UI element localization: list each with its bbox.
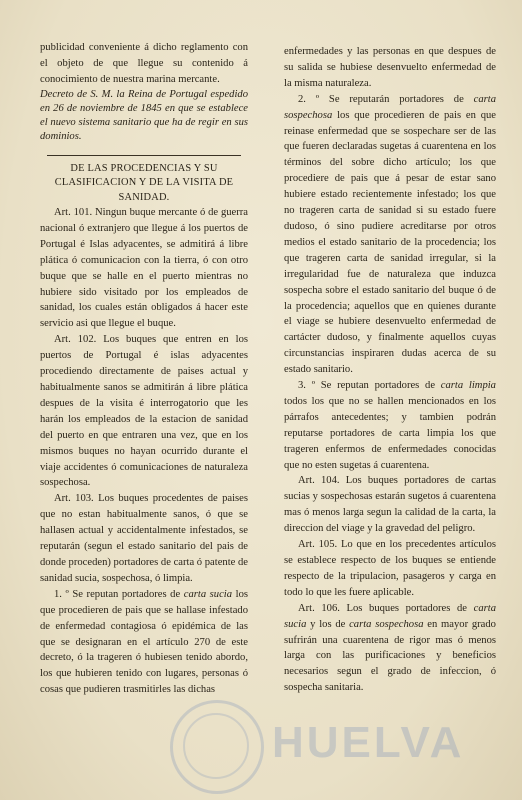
article-106-lead: Art. 106. Los buques portadores de (298, 602, 474, 614)
paragraph-1-text: los que procedieren de pais que se hallase infestado de enfermedad contagiosa ó epidémica de las que se designaran en el artículo 270 de este decreto, ó la trageren ó hubiesen tenido abordo, los que hubieren tenido con lugares, personas ó cosas que pudieren trasmitirles las dichas (40, 588, 248, 696)
article-102: Art. 102. Los buques que entren en los puertos de Portugal é islas adyacentes procediendo directamente de paises actual y habitualmente sanos se admitirán á libre plática despues de la visita é interrogatorio que les harán los empleados de la estacion de sanidad del puerto en que entraren una vez, que en los mismos buques no hayan ocurrido durante el viaje accidentes ó comunicaciones de naturaleza sospechosa. (40, 334, 248, 489)
decree-caption: Decreto de S. M. la Reina de Portugal espedido en 26 de noviembre de 1845 en que se establece el nuevo sistema sanitario que ha de regir en sus dominios. (40, 88, 248, 143)
article-106-emphasis-2: carta sospechosa (349, 618, 424, 630)
article-106-emphasis-1: carta sucia (284, 602, 496, 630)
article-106-text: en mayor grado sufrirán una cuarentena de rigor mas ó menos larga con las purificaciones y beneficios necesarios segun el grado de infeccion, ó sospecha sanitaria. (284, 618, 496, 694)
article-105: Art. 105. Lo que en los precedentes artículos se establece respecto de los buques se entiende respecto de la tripulacion, pasageros y carga en todo lo que les fuere aplicable. (284, 539, 496, 598)
paragraph-3-text: todos los que no se hallen mencionados en los párrafos antecedentes; y tambien podrán reputarse portadores de carta limpia los que trageren enfermos de enfermedades conocidas que no esten sugetas á cuarentena. (284, 395, 496, 471)
paragraph-2-lead: 2. º Se reputarán portadores de (298, 93, 474, 105)
article-101: Art. 101. Ningun buque mercante ó de guerra nacional ó extranjero que llegue á los puertos de Portugal é Islas adyacentes, se admitirá á libre plática ó comunicacion con la tierra, ó con otro buque que se halle en el puerto mientras no hubiere sido visitado por los empleados de sanidad, los cuales están obligados á hacer este servicio asi que llegue el buque. (40, 207, 248, 330)
paragraph-3-clean-bill (284, 378, 496, 473)
paragraph-continuation: publicidad conveniente á dicho reglamento con el objeto de que llegue su contenido á conocimiento de nuestra marina mercante. (40, 42, 248, 85)
section-heading: DE LAS PROCEDENCIAS Y SU CLASIFICACION Y DE LA VISITA DE SANIDAD. (54, 162, 234, 203)
paragraph-2-emphasis: carta sospechosa (284, 93, 496, 121)
paragraph-3-emphasis: carta limpia (440, 380, 496, 392)
article-106-mid: y los de (306, 618, 350, 630)
left-column (40, 40, 248, 698)
paragraph-1-dirty-bill (40, 587, 248, 698)
library-watermark (228, 716, 465, 796)
watermark-seal-icon (170, 700, 264, 794)
paragraph-1-emphasis: carta sucia (183, 588, 233, 600)
paragraph-2-text: los que procedieren de pais en que reinase enfermedad que se sospechare ser de las que fueren declaradas sugetas á cuarentena en los términos del sobre dicho artículo; los que procediere de pais que á pesar de estar sano hubiere estado recientemente infestado; los que no trageren carta de sanidad si su estado fuere dudoso, ó sino pudiere acreditarse por otros medios el estado sanitario de la procedencia; los que trageren carta de sanidad irregular, si la irregularidad fue de naturaleza que induzca sospecha sobre el estado sanitario del buque ó de la procedencia; aquellos que en quienes durante el viage se hubiere desenvuelto enfermedad de cartácter dudoso, y finalmente aquellos cuyas circunstancias inspiraren dudas acerca de su estado sanitario. (284, 109, 496, 376)
watermark-text: HUELVA (272, 718, 465, 767)
article-103: Art. 103. Los buques procedentes de paises que no estan habitualmente sanos, ó que se hallasen actual y accidentalmente infestados, se reputarán (segun el estado sanitario del pais de donde proceden) portadores de carta ó patente de sanidad sucia, sospechosa, ó limpia. (40, 493, 248, 584)
right-column (284, 44, 496, 696)
article-106 (284, 601, 496, 696)
paragraph-2-suspect-bill (284, 92, 496, 378)
article-104: Art. 104. Los buques portadores de cartas sucias y sospechosas estarán sugetos á cuarentena mas ó menos larga segun la calidad de la carta, la direccion del viage y la gravedad del peligro. (284, 475, 496, 535)
paragraph-3-lead: 3. º Se reputan portadores de (298, 380, 441, 392)
paragraph-continuation-right: enfermedades y las personas en que despues de su salida se hubiese desenvuelto enfermedad de la misma naturaleza. (284, 46, 496, 89)
section-divider (47, 155, 241, 156)
paragraph-1-lead: 1. º Se reputan portadores de (54, 588, 184, 600)
